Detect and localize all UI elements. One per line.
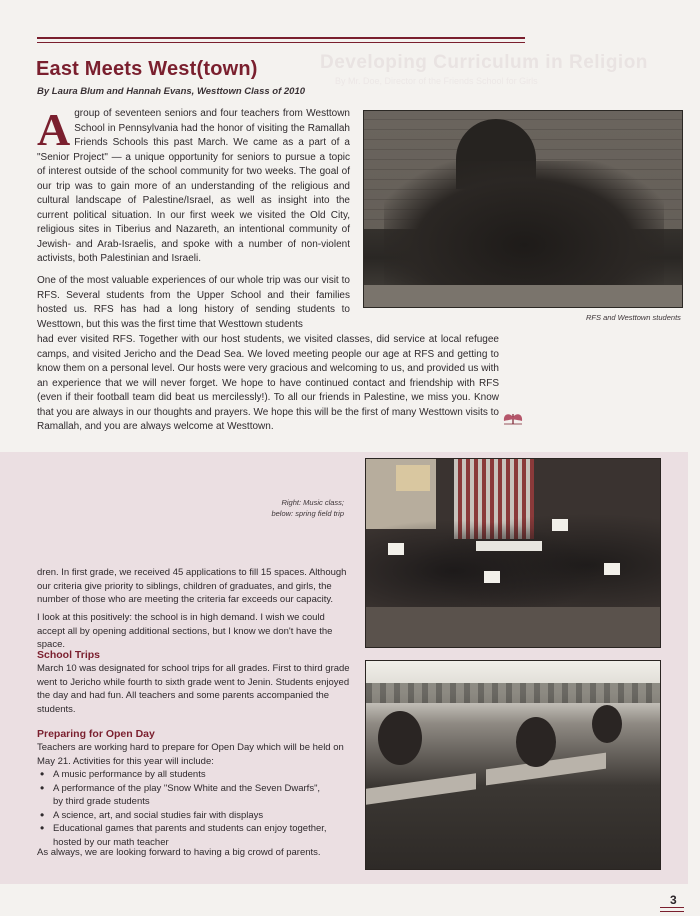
list-item: [37, 822, 355, 849]
article-paragraph-2: One of the most valuable experiences of our whole trip was our visit to RFS. Several students from the Upper School and their families hosted us. RFS has had a long history of sending students to Westtown, but this was the first time that Westtown students: [37, 275, 350, 330]
article-title: East Meets West(town): [36, 58, 258, 80]
caption-line-2: below: spring field trip: [271, 509, 344, 518]
photo-keyboard: [476, 541, 542, 551]
header-rule-bottom: [37, 42, 525, 43]
header-rule-top: [37, 37, 525, 39]
photo-sheet-music: [484, 571, 500, 583]
list-item: [37, 809, 355, 823]
photo-ground: [364, 285, 682, 307]
page-number: 3: [670, 893, 677, 907]
music-class-photo: [365, 458, 661, 648]
photo-sheet-music: [604, 563, 620, 575]
moth-ornament-icon: [502, 412, 524, 426]
lower-text-2: I look at this positively: the school is in high demand. I wish we could accept all by opening additional sections, but I know we don't have the space.: [37, 612, 333, 650]
list-item-line: A performance of the play "Snow White and the Seven Dwarfs",: [53, 782, 321, 794]
photo-students: [366, 499, 660, 619]
list-item-line-2: hosted by our math teacher: [53, 836, 169, 848]
heading-school-trips: School Trips: [37, 649, 101, 661]
paragraph-1-text: group of seventeen seniors and four teachers from Westtown School in Pennsylvania had the honor of visiting the Ramallah Friends Schools this past March. We came as a part of a "Senior Project" — a unique opportunity for seniors to pursue a topic of interest outside of the school community for two weeks. The goal of our trip was to gain more of an understanding of the religious and cultural landscape of Palestine/Israel, as well as insight into the current political situation. In our first week we visited the Old City, religious sites in Tiberius and Nazareth, an intentional community of Jewish- and Arab-Israelis, and spoke with a number of non-violent activists, both Palestinian and Israeli.: [37, 108, 350, 264]
article-paragraph-2-continued: had ever visited RFS. Together with our host students, we visited classes, did service at local refugee camps, and visited Jericho and the Dead Sea. We loved meeting people our age at RFS and getting to know them on a personal level. Our hosts were very gracious and welcoming to us, and provided us with an experience that we will never forget. We hope to have continued contact and friendship with RFS (even if their football team did beat us mercilessly!). To all our friends in Palestine, we miss you. Know that you are always in our thoughts and prayers. We hope this will be the first of many Westtown visits to Ramallah, and you are always welcome at Westtown.: [37, 334, 499, 432]
photo-poster: [396, 465, 430, 491]
list-item-line-2: by third grade students: [53, 796, 150, 807]
lower-photo-caption: [240, 497, 344, 519]
photo-desk: [366, 773, 476, 804]
photo-student: [378, 711, 422, 765]
closing-text: As always, we are looking forward to having a big crowd of parents.: [37, 847, 321, 858]
list-item: [37, 782, 355, 809]
list-item-line: Educational games that parents and students can enjoy together,: [53, 823, 327, 834]
article-paragraph-1: [37, 104, 350, 267]
photo-treeline: [366, 683, 660, 703]
bleed-through-subtitle: By Mr. Doe, Director of the Friends School for Girls: [335, 76, 538, 86]
photo-floor: [366, 607, 660, 647]
lower-text-1: dren. In first grade, we received 45 applications to fill 15 spaces. Although our criteria give priority to siblings, children of graduates, and girls, the number of those who are meeting the criteria far exceeds our capacity.: [37, 567, 347, 605]
field-trip-photo: [365, 660, 661, 870]
caption-line-1: Right: Music class;: [281, 498, 344, 507]
group-photo: [363, 110, 683, 308]
drop-cap: A: [37, 104, 71, 155]
page-number-rule: [660, 907, 684, 912]
photo-sheet-music: [388, 543, 404, 555]
article-byline: By Laura Blum and Hannah Evans, Westtown Class of 2010: [37, 86, 306, 97]
photo-student: [516, 717, 556, 767]
photo-student: [592, 705, 622, 743]
group-photo-caption: RFS and Westtown students: [586, 313, 681, 322]
list-item-line: A science, art, and social studies fair with displays: [53, 809, 264, 821]
list-item-line: A music performance by all students: [53, 769, 206, 780]
open-day-text: Teachers are working hard to prepare for Open Day which will be held on May 21. Activities for this year will include:: [37, 742, 344, 767]
photo-crowd: [384, 161, 664, 301]
school-trips-text: March 10 was designated for school trips for all grades. First to third grade went to Jericho while fourth to sixth grade went to Jenin. Students enjoyed the day and had fun. All teachers and some parents accompanied the students.: [37, 663, 350, 715]
bleed-through-title: Developing Curriculum in Religion: [320, 52, 648, 73]
open-day-activities-list: [37, 768, 355, 849]
list-item: [37, 768, 355, 782]
photo-sheet-music: [552, 519, 568, 531]
heading-open-day: Preparing for Open Day: [37, 728, 155, 740]
